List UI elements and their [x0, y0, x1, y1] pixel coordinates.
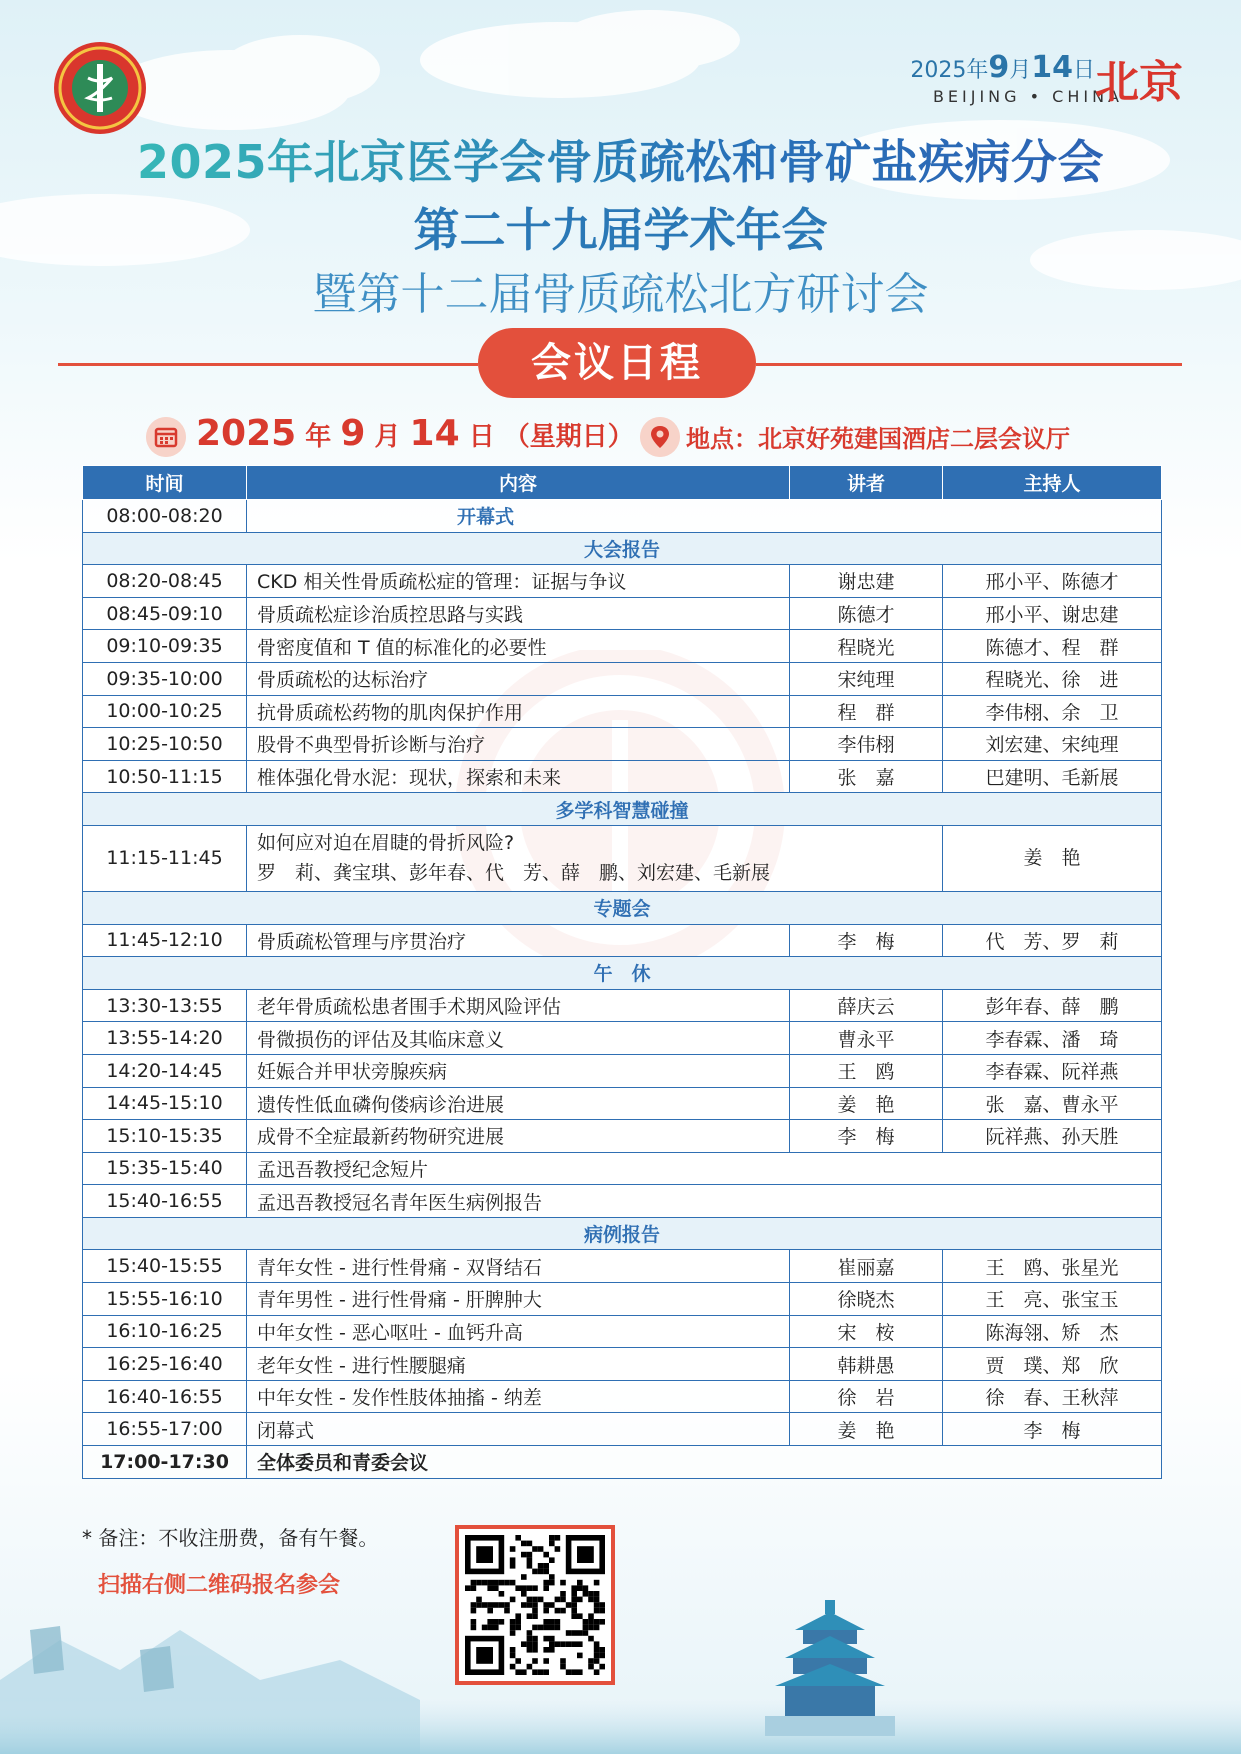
- table-row: [83, 695, 1162, 728]
- host-cell: 李春霖、阮祥燕: [943, 1054, 1162, 1087]
- time-cell: 13:30-13:55: [83, 989, 247, 1022]
- section-label: 午 休: [83, 957, 1162, 990]
- time-cell: 09:35-10:00: [83, 662, 247, 695]
- topic-cell: 中年女性 - 恶心呕吐 - 血钙升高: [247, 1315, 790, 1348]
- badge-month-unit: 月: [1009, 58, 1032, 83]
- time-cell: 09:10-09:35: [83, 630, 247, 663]
- speaker-cell: 崔丽嘉: [790, 1250, 943, 1283]
- table-row: [83, 1152, 1162, 1185]
- title-line-1: [0, 126, 1241, 192]
- time-cell: 14:20-14:45: [83, 1054, 247, 1087]
- speaker-cell: 宋纯理: [790, 662, 943, 695]
- host-cell: 王 鸥、张星光: [943, 1250, 1162, 1283]
- topic-cell: 股骨不典型骨折诊断与治疗: [247, 728, 790, 761]
- host-cell: 陈德才、程 群: [943, 630, 1162, 663]
- table-row: [83, 1022, 1162, 1055]
- table-row: [83, 662, 1162, 695]
- table-header-row: [83, 466, 1162, 500]
- time-cell: 08:20-08:45: [83, 565, 247, 598]
- speaker-cell: 韩耕愚: [790, 1348, 943, 1381]
- table-row: [83, 1315, 1162, 1348]
- table-row: [83, 1087, 1162, 1120]
- event-date: [196, 413, 634, 454]
- topic-cell: CKD 相关性骨质疏松症的管理：证据与争议: [247, 565, 790, 598]
- topic-cell: 骨质疏松管理与序贯治疗: [247, 924, 790, 957]
- speaker-cell: 姜 艳: [790, 1413, 943, 1446]
- topic-cell: 中年女性 - 发作性肢体抽搐 - 纳差: [247, 1380, 790, 1413]
- badge-day-unit: 日: [1072, 58, 1095, 83]
- table-row: [83, 924, 1162, 957]
- topic-cell: 骨质疏松的达标治疗: [247, 662, 790, 695]
- speaker-cell: 李 梅: [790, 924, 943, 957]
- host-cell: 邢小平、谢忠建: [943, 597, 1162, 630]
- time-cell: 15:10-15:35: [83, 1120, 247, 1153]
- table-row: [83, 565, 1162, 598]
- badge-year: 2025年: [910, 58, 989, 83]
- section-label: 大会报告: [83, 532, 1162, 565]
- host-cell: 徐 春、王秋萍: [943, 1380, 1162, 1413]
- event-location: 地点：北京好苑建国酒店二层会议厅: [686, 425, 1070, 453]
- badge-date: [910, 50, 1095, 85]
- header-time: 时间: [83, 466, 247, 500]
- topic-cell: 骨微损伤的评估及其临床意义: [247, 1022, 790, 1055]
- host-cell: 彭年春、薛 鹏: [943, 989, 1162, 1022]
- speaker-cell: 曹永平: [790, 1022, 943, 1055]
- table-row: [83, 1185, 1162, 1218]
- host-cell: 陈海翎、矫 杰: [943, 1315, 1162, 1348]
- divider-left: [58, 363, 478, 366]
- event-meta: [146, 413, 1106, 461]
- qr-code-image[interactable]: [465, 1535, 605, 1675]
- event-date-year-unit: 年: [305, 422, 332, 452]
- table-row: [83, 1380, 1162, 1413]
- speaker-cell: 李伟栩: [790, 728, 943, 761]
- section-row-cases: [83, 1217, 1162, 1250]
- topic-cell: 骨密度值和 T 值的标准化的必要性: [247, 630, 790, 663]
- time-cell: 08:45-09:10: [83, 597, 247, 630]
- footer-note: * 备注：不收注册费，备有午餐。: [82, 1526, 379, 1550]
- title-line-1-text: 2025年北京医学会骨质疏松和骨矿盐疾病分会: [136, 135, 1105, 189]
- host-cell: 张 嘉、曹永平: [943, 1087, 1162, 1120]
- time-cell: 15:40-15:55: [83, 1250, 247, 1283]
- speaker-cell: 徐 岩: [790, 1380, 943, 1413]
- header-content: 内容: [247, 466, 790, 500]
- event-date-badge: [910, 50, 1181, 106]
- speaker-cell: 李 梅: [790, 1120, 943, 1153]
- time-cell: 15:40-16:55: [83, 1185, 247, 1218]
- header-speaker: 讲者: [790, 466, 943, 500]
- time-cell: 10:25-10:50: [83, 728, 247, 761]
- topic-cell: 遗传性低血磷佝偻病诊治进展: [247, 1087, 790, 1120]
- table-row: [83, 1054, 1162, 1087]
- topic-cell: 成骨不全症最新药物研究进展: [247, 1120, 790, 1153]
- time-cell: 15:35-15:40: [83, 1152, 247, 1185]
- speaker-cell: 张 嘉: [790, 760, 943, 793]
- panel-topic-cell: [247, 825, 943, 891]
- table-row: [83, 760, 1162, 793]
- table-row-final: [83, 1446, 1162, 1479]
- host-cell: 姜 艳: [943, 825, 1162, 891]
- event-date-year: 2025: [196, 413, 297, 454]
- time-cell: 10:50-11:15: [83, 760, 247, 793]
- topic-cell: 椎体强化骨水泥：现状，探索和未来: [247, 760, 790, 793]
- speaker-cell: 宋 桉: [790, 1315, 943, 1348]
- host-cell: 李 梅: [943, 1413, 1162, 1446]
- badge-city: 北京: [1095, 57, 1183, 108]
- badge-month: 9: [988, 50, 1010, 85]
- topic-cell: 闭幕式: [247, 1413, 790, 1446]
- section-row-plenary: [83, 532, 1162, 565]
- event-date-day-unit: 日: [468, 422, 495, 452]
- topic-cell: 抗骨质疏松药物的肌肉保护作用: [247, 695, 790, 728]
- time-cell: 10:00-10:25: [83, 695, 247, 728]
- event-date-month: 9: [340, 413, 366, 454]
- scan-instruction: 扫描右侧二维码报名参会: [98, 1573, 341, 1598]
- table-row: [83, 1348, 1162, 1381]
- speaker-cell: 王 鸥: [790, 1054, 943, 1087]
- topic-cell: 老年女性 - 进行性腰腿痛: [247, 1348, 790, 1381]
- badge-english: BEIJING • CHINA: [932, 87, 1123, 106]
- schedule-table: [82, 465, 1162, 1479]
- table-row: [83, 1283, 1162, 1316]
- time-cell: 08:00-08:20: [83, 500, 247, 533]
- section-row-special: [83, 891, 1162, 924]
- section-row-lunch: [83, 957, 1162, 990]
- topic-cell: 骨质疏松症诊治质控思路与实践: [247, 597, 790, 630]
- topic-cell: 青年女性 - 进行性骨痛 - 双肾结石: [247, 1250, 790, 1283]
- section-title: 会议日程: [478, 328, 756, 398]
- speaker-cell: 姜 艳: [790, 1087, 943, 1120]
- topic-cell: 老年骨质疏松患者围手术期风险评估: [247, 989, 790, 1022]
- speaker-cell: 陈德才: [790, 597, 943, 630]
- panel-topic: 如何应对迫在眉睫的骨折风险?: [257, 832, 515, 855]
- topic-cell: 青年男性 - 进行性骨痛 - 肝脾肿大: [247, 1283, 790, 1316]
- speaker-cell: 薛庆云: [790, 989, 943, 1022]
- host-cell: 王 亮、张宝玉: [943, 1283, 1162, 1316]
- association-logo-icon: [52, 40, 148, 136]
- table-row: [83, 728, 1162, 761]
- qr-code-icon[interactable]: [455, 1525, 615, 1685]
- panel-members: 罗 莉、龚宝琪、彭年春、代 芳、薛 鹏、刘宏建、毛新展: [257, 862, 771, 885]
- speaker-cell: 程 群: [790, 695, 943, 728]
- title-line-2: 第二十九届学术年会: [413, 203, 828, 257]
- title-line-3: 暨第十二届骨质疏松北方研讨会: [312, 269, 929, 320]
- table-row: [83, 1250, 1162, 1283]
- host-cell: 李春霖、潘 琦: [943, 1022, 1162, 1055]
- table-row: [83, 630, 1162, 663]
- host-cell: 巴建明、毛新展: [943, 760, 1162, 793]
- host-cell: 代 芳、罗 莉: [943, 924, 1162, 957]
- time-cell: 14:45-15:10: [83, 1087, 247, 1120]
- time-cell: 16:25-16:40: [83, 1348, 247, 1381]
- time-cell: 13:55-14:20: [83, 1022, 247, 1055]
- topic-cell: 全体委员和青委会议: [247, 1446, 1162, 1479]
- time-cell: 16:10-16:25: [83, 1315, 247, 1348]
- time-cell: 16:55-17:00: [83, 1413, 247, 1446]
- host-cell: 程晓光、徐 进: [943, 662, 1162, 695]
- divider-right: [756, 363, 1182, 366]
- table-row: [83, 500, 1162, 533]
- speaker-cell: 徐晓杰: [790, 1283, 943, 1316]
- host-cell: 贾 璞、郑 欣: [943, 1348, 1162, 1381]
- badge-day: 14: [1031, 50, 1073, 85]
- opening-ceremony: 开幕式: [247, 500, 1162, 533]
- landmark-decoration: [0, 1530, 1241, 1754]
- topic-cell: 孟迅吾教授冠名青年医生病例报告: [247, 1185, 1162, 1218]
- time-cell: 11:15-11:45: [83, 825, 247, 891]
- event-date-day: 14: [409, 413, 460, 454]
- speaker-cell: 程晓光: [790, 630, 943, 663]
- table-row: [83, 597, 1162, 630]
- section-row-multidisciplinary: [83, 793, 1162, 826]
- section-label: 多学科智慧碰撞: [83, 793, 1162, 826]
- speaker-cell: 谢忠建: [790, 565, 943, 598]
- table-row: [83, 989, 1162, 1022]
- calendar-icon: [146, 417, 186, 457]
- time-cell: 16:40-16:55: [83, 1380, 247, 1413]
- table-row: [83, 1120, 1162, 1153]
- location-pin-icon: [640, 417, 680, 457]
- event-date-month-unit: 月: [374, 422, 401, 452]
- section-label: 病例报告: [83, 1217, 1162, 1250]
- section-label: 专题会: [83, 891, 1162, 924]
- host-cell: 李伟栩、余 卫: [943, 695, 1162, 728]
- host-cell: 邢小平、陈德才: [943, 565, 1162, 598]
- topic-cell: 妊娠合并甲状旁腺疾病: [247, 1054, 790, 1087]
- table-row: [83, 1413, 1162, 1446]
- host-cell: 阮祥燕、孙天胜: [943, 1120, 1162, 1153]
- table-row: [83, 825, 1162, 891]
- time-cell: 11:45-12:10: [83, 924, 247, 957]
- header-host: 主持人: [943, 466, 1162, 500]
- event-date-weekday: （星期日）: [503, 422, 634, 452]
- topic-cell: 孟迅吾教授纪念短片: [247, 1152, 1162, 1185]
- time-cell: 17:00-17:30: [83, 1446, 247, 1479]
- time-cell: 15:55-16:10: [83, 1283, 247, 1316]
- host-cell: 刘宏建、宋纯理: [943, 728, 1162, 761]
